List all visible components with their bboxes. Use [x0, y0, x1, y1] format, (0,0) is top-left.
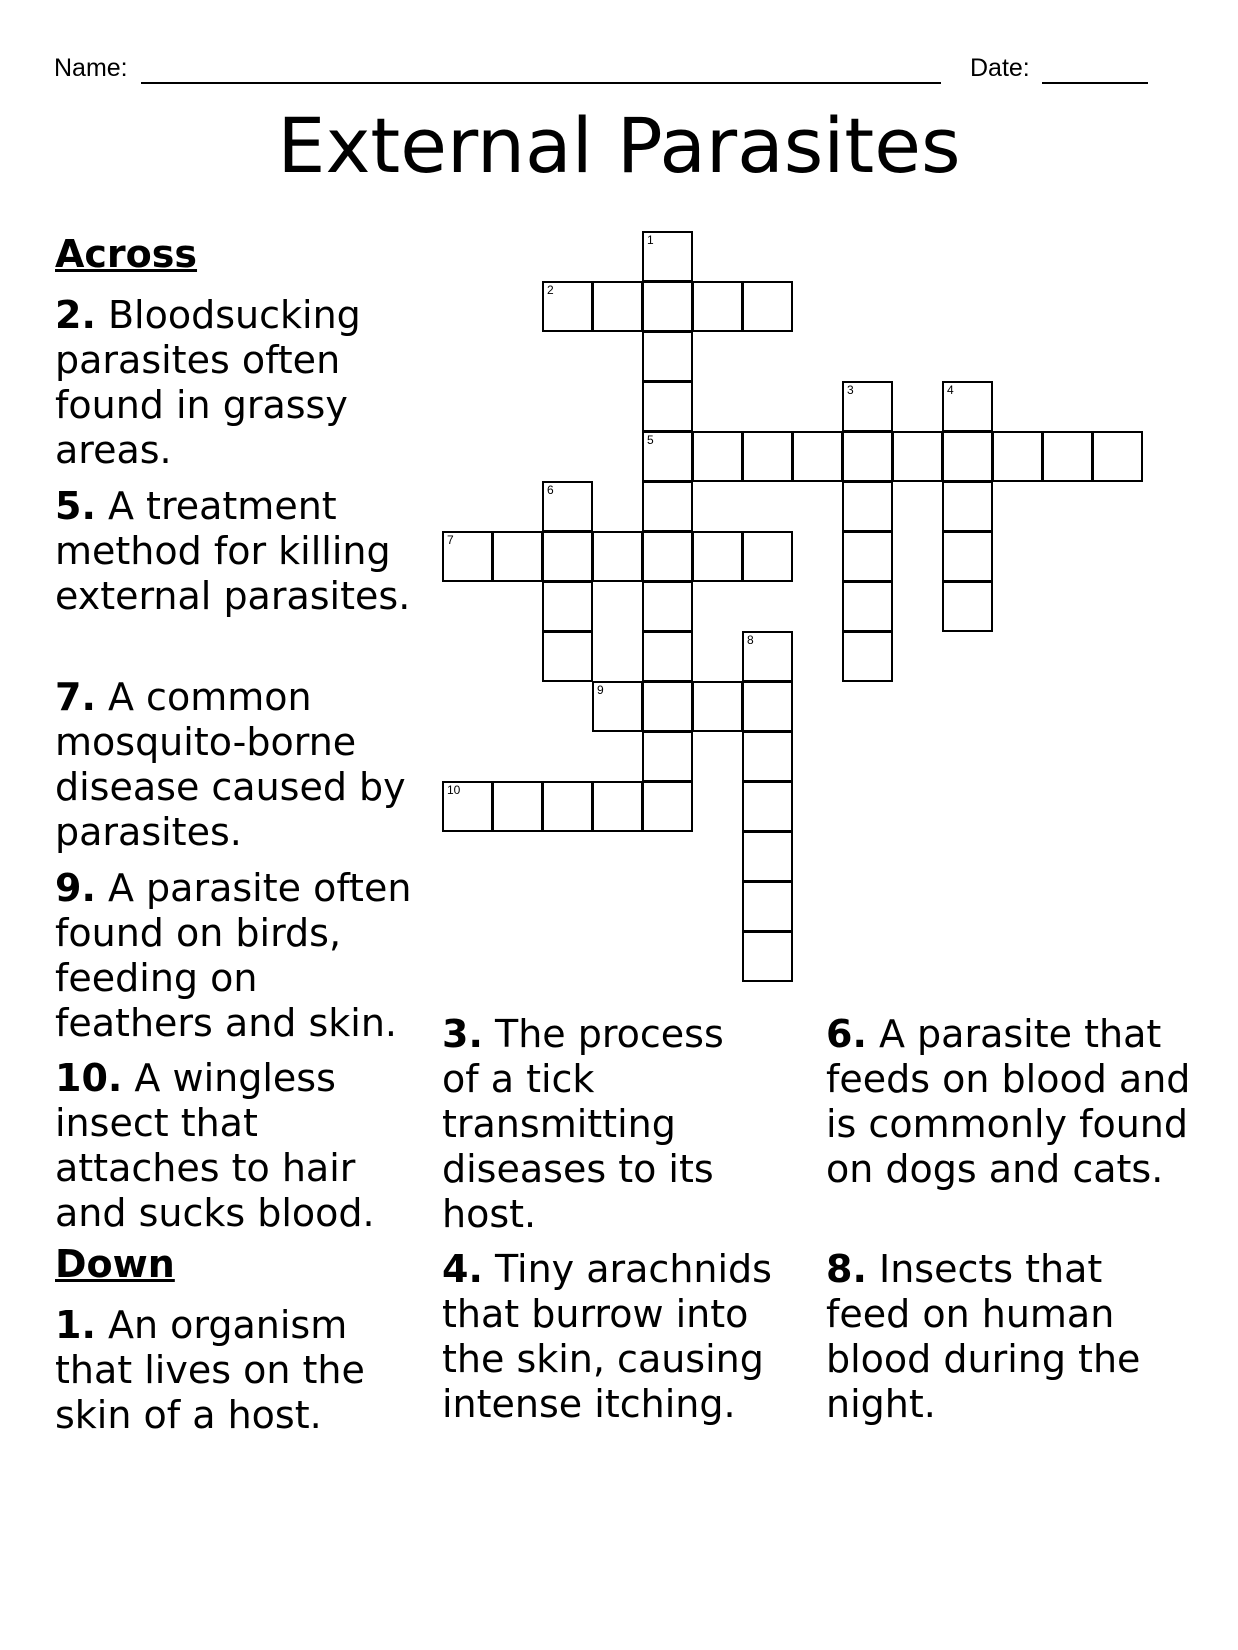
- crossword-cell[interactable]: [692, 681, 743, 732]
- clue-across-7: [55, 675, 430, 855]
- crossword-cell[interactable]: [992, 431, 1043, 482]
- crossword-cell[interactable]: [842, 381, 893, 432]
- crossword-cell[interactable]: [692, 431, 743, 482]
- crossword-cell[interactable]: [742, 681, 793, 732]
- clue-across-2: [55, 293, 395, 473]
- cell-number: 2: [547, 283, 554, 297]
- down-heading: Down: [55, 1242, 175, 1286]
- across-heading: Across: [55, 232, 198, 276]
- clue-text: A wingless insect that attaches to hair and sucks blood.: [55, 1056, 375, 1235]
- crossword-cell[interactable]: [792, 431, 843, 482]
- clue-across-10: [55, 1056, 395, 1236]
- cell-number: 5: [647, 433, 654, 447]
- clue-text: Insects that feed on human blood during the night.: [826, 1247, 1141, 1426]
- clue-text: A parasite that feeds on blood and is commonly found on dogs and cats.: [826, 1012, 1191, 1191]
- crossword-cell[interactable]: [742, 781, 793, 832]
- clue-across-5: [55, 484, 425, 619]
- date-label: Date:: [970, 54, 1030, 82]
- crossword-cell[interactable]: [742, 281, 793, 332]
- clue-down-8: [826, 1247, 1171, 1427]
- crossword-cell[interactable]: [742, 631, 793, 682]
- crossword-cell[interactable]: [942, 531, 993, 582]
- cell-number: 9: [597, 683, 604, 697]
- crossword-cell[interactable]: [842, 481, 893, 532]
- clue-text: The process of a tick transmitting diseases to its host.: [442, 1012, 724, 1236]
- crossword-cell[interactable]: [642, 681, 693, 732]
- clue-text: Tiny arachnids that burrow into the skin, causing intense itching.: [442, 1247, 772, 1426]
- crossword-cell[interactable]: [642, 781, 693, 832]
- crossword-cell[interactable]: [742, 531, 793, 582]
- crossword-cell[interactable]: [642, 381, 693, 432]
- crossword-cell[interactable]: [942, 581, 993, 632]
- cell-number: 6: [547, 483, 554, 497]
- crossword-cell[interactable]: [842, 431, 893, 482]
- crossword-cell[interactable]: [842, 531, 893, 582]
- crossword-cell[interactable]: [692, 531, 743, 582]
- crossword-cell[interactable]: [542, 531, 593, 582]
- name-label: Name:: [54, 54, 128, 82]
- clue-number: 3.: [442, 1012, 483, 1056]
- clue-number: 7.: [55, 675, 96, 719]
- cell-number: 10: [447, 783, 461, 797]
- cell-number: 8: [747, 633, 754, 647]
- crossword-cell[interactable]: [692, 281, 743, 332]
- clue-number: 2.: [55, 293, 96, 337]
- crossword-cell[interactable]: [742, 431, 793, 482]
- crossword-cell[interactable]: [842, 581, 893, 632]
- clue-down-3: [442, 1012, 772, 1237]
- crossword-cell[interactable]: [1042, 431, 1093, 482]
- crossword-cell[interactable]: [842, 631, 893, 682]
- crossword-cell[interactable]: [742, 831, 793, 882]
- crossword-cell[interactable]: [442, 781, 493, 832]
- crossword-cell[interactable]: [892, 431, 943, 482]
- crossword-cell[interactable]: [592, 781, 643, 832]
- crossword-cell[interactable]: [642, 431, 693, 482]
- cell-number: 4: [947, 383, 954, 397]
- name-field-line[interactable]: [141, 82, 941, 84]
- crossword-cell[interactable]: [542, 481, 593, 532]
- crossword-cell[interactable]: [542, 631, 593, 682]
- crossword-cell[interactable]: [742, 931, 793, 982]
- cell-number: 7: [447, 533, 454, 547]
- clue-number: 1.: [55, 1303, 96, 1347]
- clue-number: 5.: [55, 484, 96, 528]
- crossword-cell[interactable]: [492, 781, 543, 832]
- crossword-cell[interactable]: [642, 231, 693, 282]
- clue-down-1: [55, 1303, 395, 1438]
- cell-number: 3: [847, 383, 854, 397]
- crossword-cell[interactable]: [942, 431, 993, 482]
- clue-text: An organism that lives on the skin of a host.: [55, 1303, 365, 1437]
- crossword-cell[interactable]: [642, 631, 693, 682]
- crossword-cell[interactable]: [1092, 431, 1143, 482]
- clue-text: A parasite often found on birds, feeding on feathers and skin.: [55, 866, 412, 1045]
- cell-number: 1: [647, 233, 654, 247]
- crossword-cell[interactable]: [742, 881, 793, 932]
- clue-number: 8.: [826, 1247, 867, 1291]
- crossword-cell[interactable]: [642, 281, 693, 332]
- clue-down-6: [826, 1012, 1191, 1192]
- clue-number: 10.: [55, 1056, 123, 1100]
- crossword-cell[interactable]: [642, 481, 693, 532]
- clue-text: Bloodsucking parasites often found in grassy areas.: [55, 293, 361, 472]
- crossword-cell[interactable]: [542, 581, 593, 632]
- crossword-cell[interactable]: [492, 531, 543, 582]
- date-field-line[interactable]: [1042, 82, 1148, 84]
- crossword-cell[interactable]: [542, 281, 593, 332]
- clue-number: 6.: [826, 1012, 867, 1056]
- crossword-cell[interactable]: [642, 531, 693, 582]
- crossword-cell[interactable]: [592, 531, 643, 582]
- page-title: External Parasites: [277, 101, 961, 190]
- crossword-cell[interactable]: [742, 731, 793, 782]
- crossword-cell[interactable]: [642, 731, 693, 782]
- clue-text: A common mosquito-borne disease caused by parasites.: [55, 675, 406, 854]
- crossword-cell[interactable]: [592, 281, 643, 332]
- crossword-cell[interactable]: [592, 681, 643, 732]
- crossword-cell[interactable]: [442, 531, 493, 582]
- clue-across-9: [55, 866, 427, 1046]
- clue-down-4: [442, 1247, 772, 1427]
- crossword-cell[interactable]: [942, 381, 993, 432]
- crossword-cell[interactable]: [642, 331, 693, 382]
- clue-number: 9.: [55, 866, 96, 910]
- clue-number: 4.: [442, 1247, 483, 1291]
- crossword-cell[interactable]: [942, 481, 993, 532]
- clue-text: A treatment method for killing external parasites.: [55, 484, 411, 618]
- crossword-cell[interactable]: [642, 581, 693, 632]
- crossword-cell[interactable]: [542, 781, 593, 832]
